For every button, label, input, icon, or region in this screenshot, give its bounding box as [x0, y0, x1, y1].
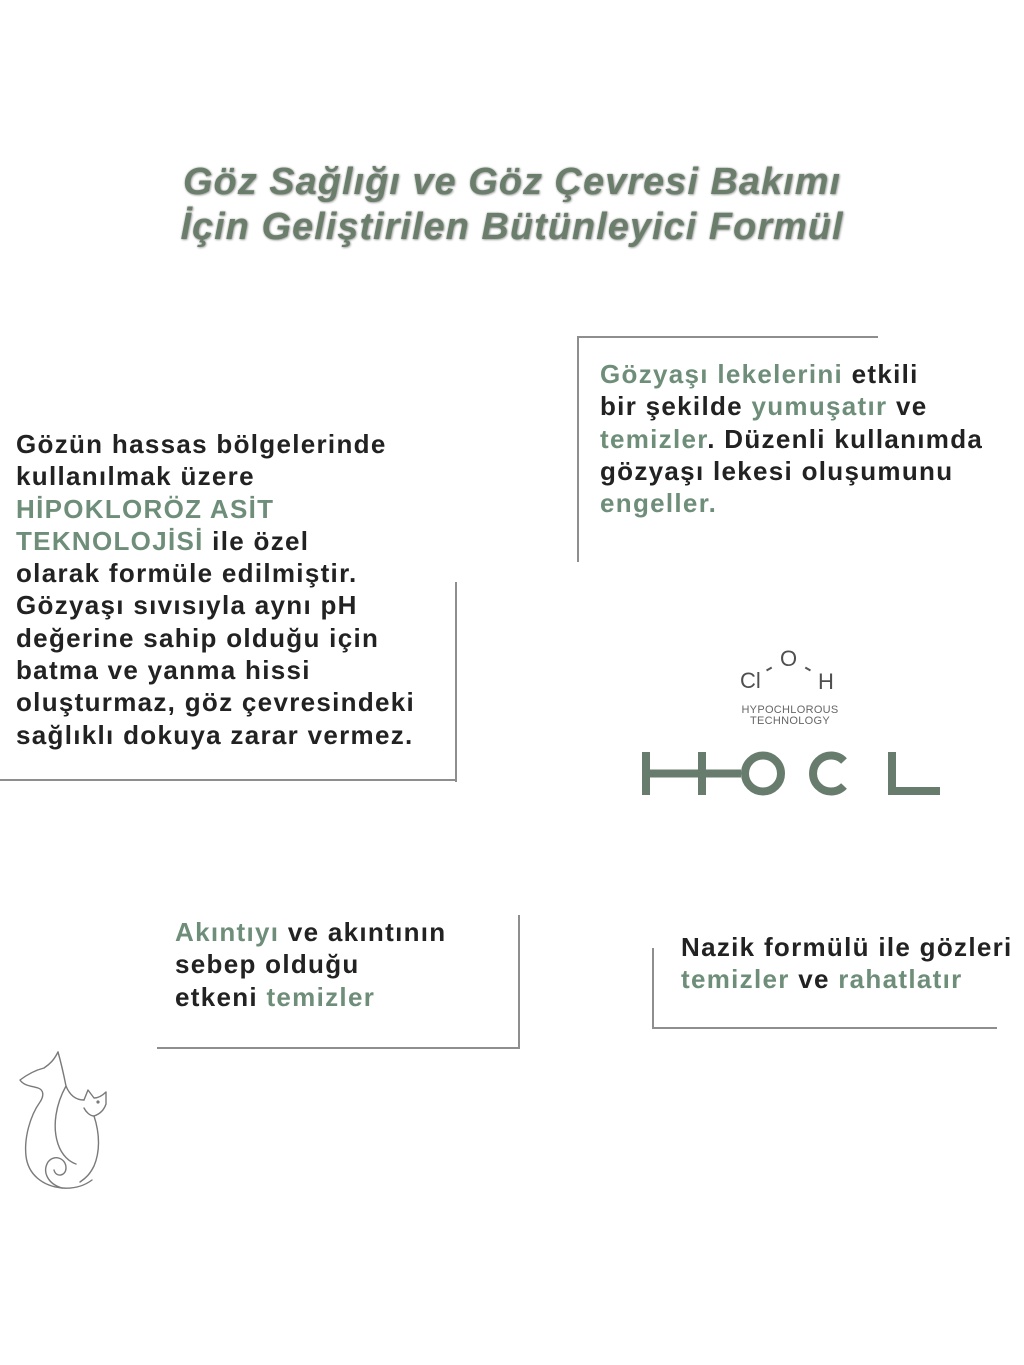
- highlight-text: temizler: [600, 423, 708, 454]
- card-border-horizontal: [157, 1047, 520, 1049]
- card-border-vertical: [455, 582, 457, 782]
- text-segment: sağlıklı dokuya zarar vermez.: [16, 719, 414, 750]
- feature-text-hypochlorous: [16, 428, 415, 751]
- text-line: [600, 487, 983, 519]
- card-border-vertical: [518, 915, 520, 1049]
- headline: [10, 160, 1014, 250]
- molecule-hydrogen: H: [818, 669, 834, 694]
- text-line: [175, 981, 446, 1013]
- molecule-oxygen: O: [780, 646, 798, 671]
- card-border-horizontal: [652, 1027, 997, 1029]
- highlight-text: rahatlatır: [838, 964, 963, 995]
- text-segment: batma ve yanma hissi: [16, 655, 311, 686]
- text-line: [16, 460, 415, 492]
- card-border-vertical: [652, 948, 654, 1029]
- text-line: [16, 428, 415, 460]
- highlight-text: temizler: [681, 964, 790, 995]
- molecule-bond: [805, 667, 811, 671]
- pet-line-illustration-icon: [14, 1046, 114, 1196]
- text-line: [16, 654, 415, 686]
- highlight-text: TEKNOLOJİSİ: [16, 525, 204, 556]
- highlight-text: Gözyaşı lekelerini: [600, 359, 844, 389]
- highlight-text: yumuşatır: [751, 391, 888, 422]
- text-line: [600, 390, 983, 422]
- text-line: [600, 358, 983, 390]
- text-line: [600, 423, 983, 455]
- text-segment: gözyaşı lekesi oluşumunu: [600, 455, 954, 486]
- text-segment: . Düzenli kullanımda: [707, 423, 984, 454]
- text-line: [681, 963, 1013, 995]
- text-segment: değerine sahip olduğu için: [16, 622, 380, 653]
- hocl-wordmark: [640, 748, 944, 799]
- text-line: [175, 948, 446, 980]
- molecule-bond: [766, 667, 772, 671]
- text-segment: olarak formüle edilmiştir.: [16, 558, 358, 589]
- text-segment: ve akıntının: [279, 917, 447, 947]
- highlight-text: temizler: [266, 981, 376, 1012]
- text-segment: ve: [887, 391, 928, 422]
- text-segment: sebep olduğu: [175, 949, 360, 980]
- text-segment: etkeni: [175, 981, 267, 1012]
- text-segment: Gözün hassas bölgelerinde: [16, 429, 387, 459]
- text-line: [681, 931, 1013, 963]
- text-line: [16, 525, 415, 557]
- headline-line-1: Göz Sağlığı ve Göz Çevresi Bakımı: [182, 161, 842, 203]
- text-line: [16, 719, 415, 751]
- card-border-horizontal: [0, 779, 457, 781]
- text-segment: oluşturmaz, göz çevresindeki: [16, 687, 416, 718]
- highlight-text: engeller.: [600, 488, 718, 519]
- molecule-chlorine: Cl: [740, 668, 761, 693]
- text-line: [600, 455, 983, 487]
- feature-text-gentle: [681, 931, 1013, 996]
- feature-text-discharge: [175, 916, 446, 1013]
- highlight-text: HİPOKLORÖZ ASİT: [16, 493, 275, 524]
- logo-tagline-line: TECHNOLOGY: [749, 715, 830, 727]
- text-line: [16, 686, 415, 718]
- logo-tagline-line: HYPOCHLOROUS: [741, 704, 839, 716]
- headline-line-2: İçin Geliştirilen Bütünleyici Formül: [180, 206, 844, 248]
- text-line: [16, 589, 415, 621]
- feature-text-tear-stain: [600, 358, 983, 519]
- text-segment: etkili: [843, 359, 919, 389]
- text-line: [16, 622, 415, 654]
- text-line: [175, 916, 446, 948]
- logo-tagline: [690, 705, 890, 727]
- text-segment: ile özel: [203, 525, 310, 556]
- text-segment: kullanılmak üzere: [16, 461, 255, 492]
- text-segment: Nazik formülü ile gözleri: [681, 932, 1013, 962]
- highlight-text: Akıntıyı: [175, 917, 280, 947]
- text-line: [16, 493, 415, 525]
- text-segment: bir şekilde: [600, 391, 752, 422]
- card-border-horizontal: [577, 336, 878, 338]
- text-segment: Gözyaşı sıvısıyla aynı pH: [16, 590, 358, 621]
- card-border-vertical: [577, 336, 579, 562]
- text-line: [16, 557, 415, 589]
- text-segment: ve: [789, 964, 839, 995]
